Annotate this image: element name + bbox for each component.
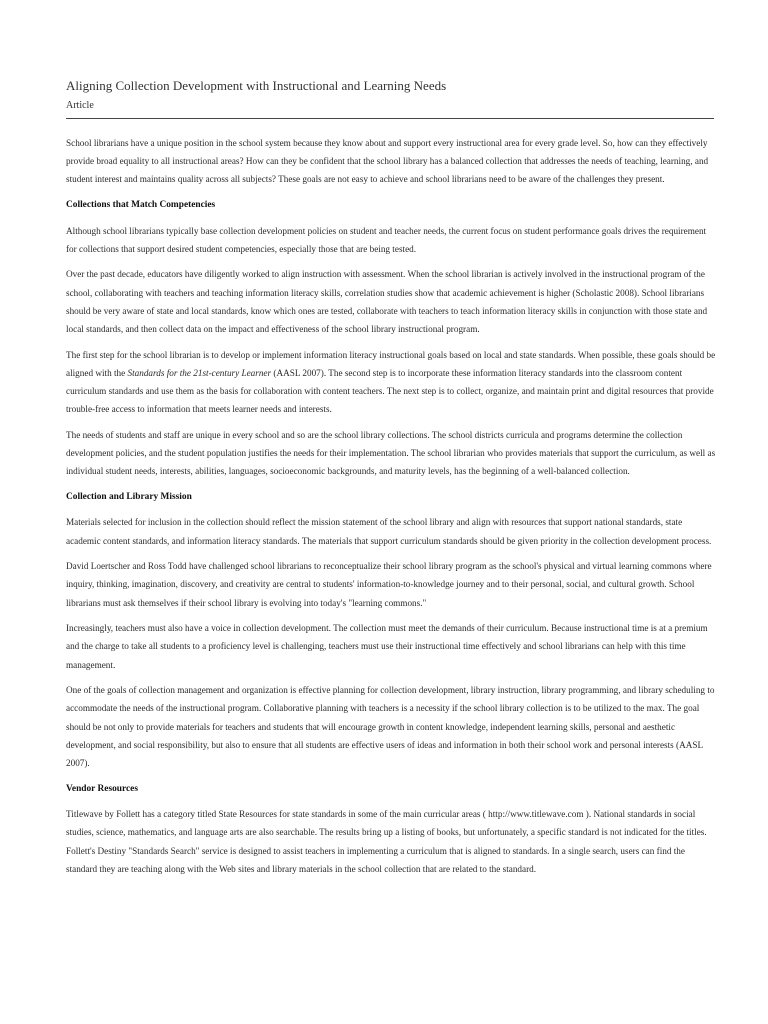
paragraph-mission-3: Increasingly, teachers must also have a voice in collection development. The collection must meet the demands of their curriculum. Because instructional time is at a premium and the charge to take all students to a proficiency level is challenging, teachers must use their instructional time effectively and school librarians can help with this time management. (66, 623, 708, 670)
article-type-label: Article (66, 100, 94, 111)
paragraph-competencies-3 (66, 346, 716, 419)
paragraph-mission-2: David Loertscher and Ross Todd have challenged school librarians to reconceptualize their school library program as the school's physical and virtual learning commons where inquiry, thinking, imagination, discovery, and creativity are central to students' information-to-knowledge journey and to their personal, social, and cultural growth. School librarians must ask themselves if their school library is evolving into today's "learning commons." (66, 561, 712, 608)
paragraph-competencies-4: The needs of students and staff are unique in every school and so are the school library collections. The school districts curricula and programs determine the collection development policies, and the student population justifies the needs for their implementation. The school librarian who provides materials that support the curriculum, as well as individual student needs, interests, abilities, languages, socioeconomic backgrounds, and maturity levels, has the beginning of a well-balanced collection. (66, 429, 716, 477)
header-divider (66, 118, 714, 119)
section-heading-vendor: Vendor Resources (66, 783, 138, 794)
section-heading-competencies: Collections that Match Competencies (66, 200, 216, 210)
paragraph-text: (AASL 2007). The second step is to incorporate these information literacy standards into the classroom content curriculum standards and use them as the basis for collaboration with content teachers. The next step is to collect, organize, and maintain print and digital resources that provide trouble-free access to information that meets learner needs and interests. (66, 367, 714, 415)
section-heading-mission: Collection and Library Mission (66, 491, 192, 502)
paragraph-competencies-1: Although school librarians typically base collection development policies on student and teacher needs, the current focus on student performance goals drives the requirement for collections that support desired student competencies, especially those that are being tested. (66, 225, 707, 254)
paragraph-mission-4: One of the goals of collection management and organization is effective planning for collection development, library instruction, library programming, and library scheduling to accommodate the needs of the instructional program. Collaborative planning with teachers is a necessity if the school library collection is to be utilized to the max. The goal should be not only to provide materials for teachers and students that will encourage growth in content knowledge, independent learning skills, personal and aesthetic development, and social responsibility, but also to ensure that all students are effective users of ideas and information in both their school work and personal interests (AASL 2007). (66, 685, 715, 768)
paragraph-vendor-1: Titlewave by Follett has a category titled State Resources for state standards in some of the main curricular areas ( http://www.titlewave.com ). National standards in social studies, science, mathematics, and language arts are also searchable. The results bring up a listing of books, but unfortunately, a specific standard is not indicated for the titles. Follett's Destiny "Standards Search" service is designed to assist teachers in implementing a curriculum that is aligned to standards. In a single search, users can find the standard they are teaching along with the Web sites and library materials in the school collection that are related to the standard. (66, 809, 707, 874)
paragraph-intro: School librarians have a unique position in the school system because they know about and support every instructional area for every grade level. So, how can they effectively provide broad equality to all instructional areas? How can they be confident that the school library has a balanced collection that addresses the needs of teaching, learning, and student interest and maintains quality across all subjects? These goals are not easy to achieve and school librarians need to be aware of the challenges they present. (66, 138, 709, 185)
article-title: Aligning Collection Development with Instructional and Learning Needs (66, 78, 447, 93)
paragraph-mission-1: Materials selected for inclusion in the collection should reflect the mission statement of the school library and align with resources that support national standards, state academic content standards, and information literacy standards. The materials that support curriculum standards should be given priority in the collection development process. (66, 517, 712, 546)
article-body (66, 134, 716, 885)
paragraph-text: The first step for the school librarian is to develop or implement information literacy instructional goals based on local and state standards. When possible, these goals should be aligned with the (66, 349, 716, 378)
standards-title-italic: Standards for the 21st-century Learner (127, 367, 272, 378)
paragraph-competencies-2: Over the past decade, educators have diligently worked to align instruction with assessment. When the school librarian is actively involved in the instructional program of the school, collaborating with teachers and teaching information literacy skills, correlation studies show that academic achievement is higher (Scholastic 2008). School librarians should be very aware of state and local standards, know which ones are tested, collaborate with teachers to teach information literacy skills in conjunction with those state and local standards, and then collect data on the impact and effectiveness of the school library instructional program. (66, 269, 708, 334)
